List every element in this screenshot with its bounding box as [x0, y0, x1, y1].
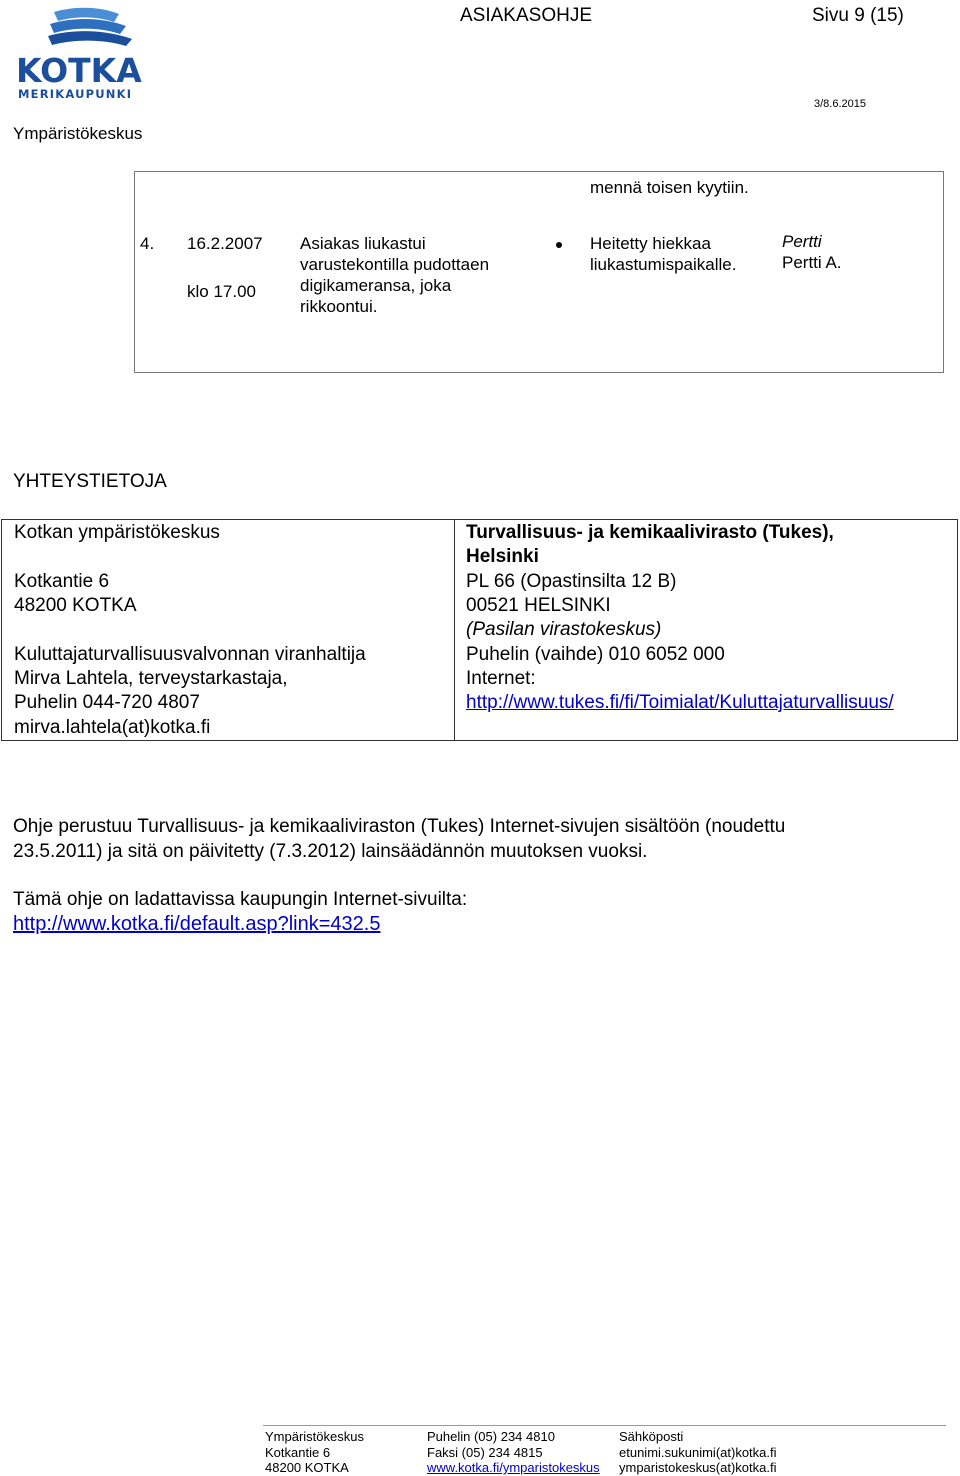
- document-date: 3/8.6.2015: [814, 98, 866, 110]
- footer-website-link[interactable]: www.kotka.fi/ymparistokeskus: [427, 1460, 600, 1475]
- reporter-name: Pertti A.: [782, 253, 842, 272]
- left-phone: Puhelin 044-720 4807: [14, 692, 200, 713]
- logo-subtext: MERIKAUPUNKI: [18, 87, 133, 101]
- left-street: Kotkantie 6: [14, 571, 110, 592]
- footer-line: ymparistokeskus(at)kotka.fi: [619, 1460, 777, 1475]
- footer-address: [265, 1429, 364, 1476]
- section-title: YHTEYSTIETOJA: [13, 471, 167, 492]
- row-reporter: [782, 231, 842, 273]
- left-name: Kotkan ympäristökeskus: [14, 522, 220, 543]
- right-postal: 00521 HELSINKI: [466, 595, 611, 616]
- download-text: Tämä ohje on ladattavissa kaupungin Internet-sivuilta:: [13, 889, 468, 910]
- footer-line: 48200 KOTKA: [265, 1460, 349, 1475]
- page-number: Sivu 9 (15): [812, 5, 904, 26]
- bullet-icon: [556, 242, 562, 248]
- event-line: digikameransa, joka: [300, 276, 452, 295]
- left-email[interactable]: mirva.lahtela(at)kotka.fi: [14, 717, 211, 738]
- cause-line: Heitetty hiekkaa: [590, 234, 711, 253]
- column-divider: [454, 520, 455, 740]
- right-name-1: Turvallisuus- ja kemikaalivirasto (Tukes),: [466, 522, 834, 543]
- left-role: Kuluttajaturvallisuusvalvonnan viranhaltija: [14, 644, 366, 665]
- reporter-italic: Pertti: [782, 232, 822, 251]
- footer-line: Kotkantie 6: [265, 1444, 331, 1460]
- kotka-logo: [14, 4, 164, 102]
- row-time: klo 17.00: [187, 282, 256, 301]
- right-name-2: Helsinki: [466, 546, 539, 567]
- footer-email: [619, 1429, 777, 1476]
- footer-line: Puhelin (05) 234 4810: [427, 1429, 555, 1444]
- footer-rule: [263, 1425, 946, 1426]
- row-event: [300, 233, 489, 317]
- event-line: varustekontilla pudottaen: [300, 255, 490, 274]
- footer-phone: [427, 1429, 600, 1476]
- department-name: Ympäristökeskus: [13, 124, 143, 143]
- note-line-2: 23.5.2011) ja sitä on päivitetty (7.3.2012) lainsäädännön muutoksen vuoksi.: [13, 841, 648, 862]
- left-person: Mirva Lahtela, terveystarkastaja,: [14, 668, 288, 689]
- right-phone: Puhelin (vaihde) 010 6052 000: [466, 644, 725, 665]
- row-number: 4.: [140, 234, 155, 253]
- event-line: rikkoontui.: [300, 297, 378, 316]
- note-line-1: Ohje perustuu Turvallisuus- ja kemikaaliviraston (Tukes) Internet-sivujen sisältöön (noudettu: [13, 816, 786, 837]
- tukes-link[interactable]: http://www.tukes.fi/fi/Toimialat/Kuluttajaturvallisuus/: [466, 692, 894, 713]
- contact-table: [1, 519, 958, 741]
- right-po-box: PL 66 (Opastinsilta 12 B): [466, 571, 677, 592]
- incident-table: [134, 171, 944, 373]
- event-line: Asiakas liukastui: [300, 234, 426, 253]
- document-title: ASIAKASOHJE: [460, 5, 592, 26]
- row-date: 16.2.2007: [187, 234, 263, 253]
- right-internet-label: Internet:: [466, 668, 536, 689]
- cause-line: liukastumispaikalle.: [590, 255, 737, 274]
- download-link[interactable]: http://www.kotka.fi/default.asp?link=432.5: [13, 913, 381, 935]
- row-cause: [590, 233, 736, 275]
- footer-line: Faksi (05) 234 4815: [427, 1444, 543, 1460]
- footer-line: etunimi.sukunimi(at)kotka.fi: [619, 1444, 777, 1460]
- left-postal: 48200 KOTKA: [14, 595, 137, 616]
- footer-line: Ympäristökeskus: [265, 1429, 364, 1444]
- footer-line: Sähköposti: [619, 1429, 684, 1444]
- logo-text: KOTKA: [16, 51, 142, 90]
- right-office: (Pasilan virastokeskus): [466, 619, 662, 640]
- prev-row-text: mennä toisen kyytiin.: [590, 178, 749, 197]
